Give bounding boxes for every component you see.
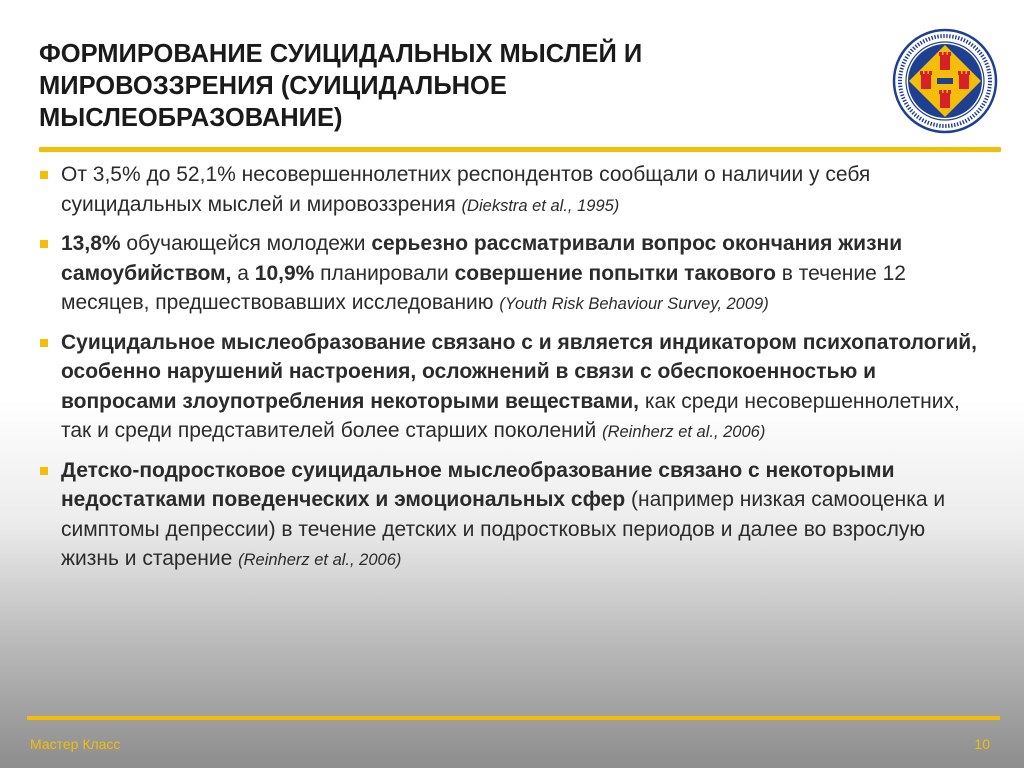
citation: (Youth Risk Behaviour Survey, 2009) — [499, 295, 769, 313]
footer-divider — [27, 716, 1000, 720]
citation: (Reinherz et al., 2006) — [602, 423, 766, 441]
bullet-list — [38, 160, 988, 584]
slide-title — [39, 38, 859, 134]
bullet-text: обучающейся молодежи — [120, 232, 372, 255]
bullet-text: От 3,5% до 52,1% несовершеннолетних респондентов сообщали о наличии у себя суицидальных мыслей и мировоззрения — [61, 163, 871, 216]
title-line: МИРОВОЗЗРЕНИЯ (СУИЦИДАЛЬНОЕ — [39, 72, 507, 100]
bullet-marker — [40, 339, 48, 347]
bullet-marker — [40, 171, 48, 179]
bullet-marker — [40, 240, 48, 248]
title-line: ФОРМИРОВАНИЕ СУИЦИДАЛЬНЫХ МЫСЛЕЙ И — [39, 40, 643, 68]
title-line: МЫСЛЕОБРАЗОВАНИЕ) — [39, 104, 343, 132]
bullet-bold-text: совершение попытки такового — [454, 261, 776, 285]
bullet-bold-text: 10,9% — [254, 261, 315, 285]
bullet-text: в течение 12 месяцев, предшествовавших исследованию — [61, 261, 906, 314]
bullet-item — [38, 328, 988, 448]
bullet-item — [38, 160, 988, 221]
title-divider — [39, 147, 1001, 152]
footer-label: Мастер Класс — [30, 736, 121, 752]
citation: (Reinherz et al., 2006) — [238, 551, 402, 569]
bullet-text: а — [231, 261, 255, 285]
page-number: 10 — [974, 736, 990, 752]
bullet-text: (например низкая самооценка и симптомы депрессии) в течение детских и подростковых периодов и далее во взрослую жизнь и старение — [61, 488, 946, 570]
bullet-bold-text: 13,8% — [61, 232, 121, 255]
bullet-text: планировали — [314, 261, 455, 285]
bullet-marker — [40, 467, 48, 475]
bullet-text: как среди несовершеннолетних, так и среди представителей более старших поколений — [61, 389, 960, 442]
university-seal-icon — [892, 28, 998, 134]
bullet-bold-text: Суицидальное мыслеобразование связано с и является индикатором психопатологий, особенно нарушений настроения, осложнений в связи с обеспокоенностью и вопросами злоупотребления некоторыми веществами, — [61, 330, 977, 413]
bullet-bold-text: Детско-подростковое суицидальное мыслеобразование связано с некоторыми недостатками поведенческих и эмоциональных сфер — [61, 458, 895, 511]
bullet-item — [38, 229, 988, 320]
citation: (Diekstra et al., 1995) — [461, 196, 620, 215]
bullet-item — [38, 456, 988, 576]
bullet-bold-text: серьезно рассматривали вопрос окончания жизни самоубийством, — [61, 232, 903, 285]
